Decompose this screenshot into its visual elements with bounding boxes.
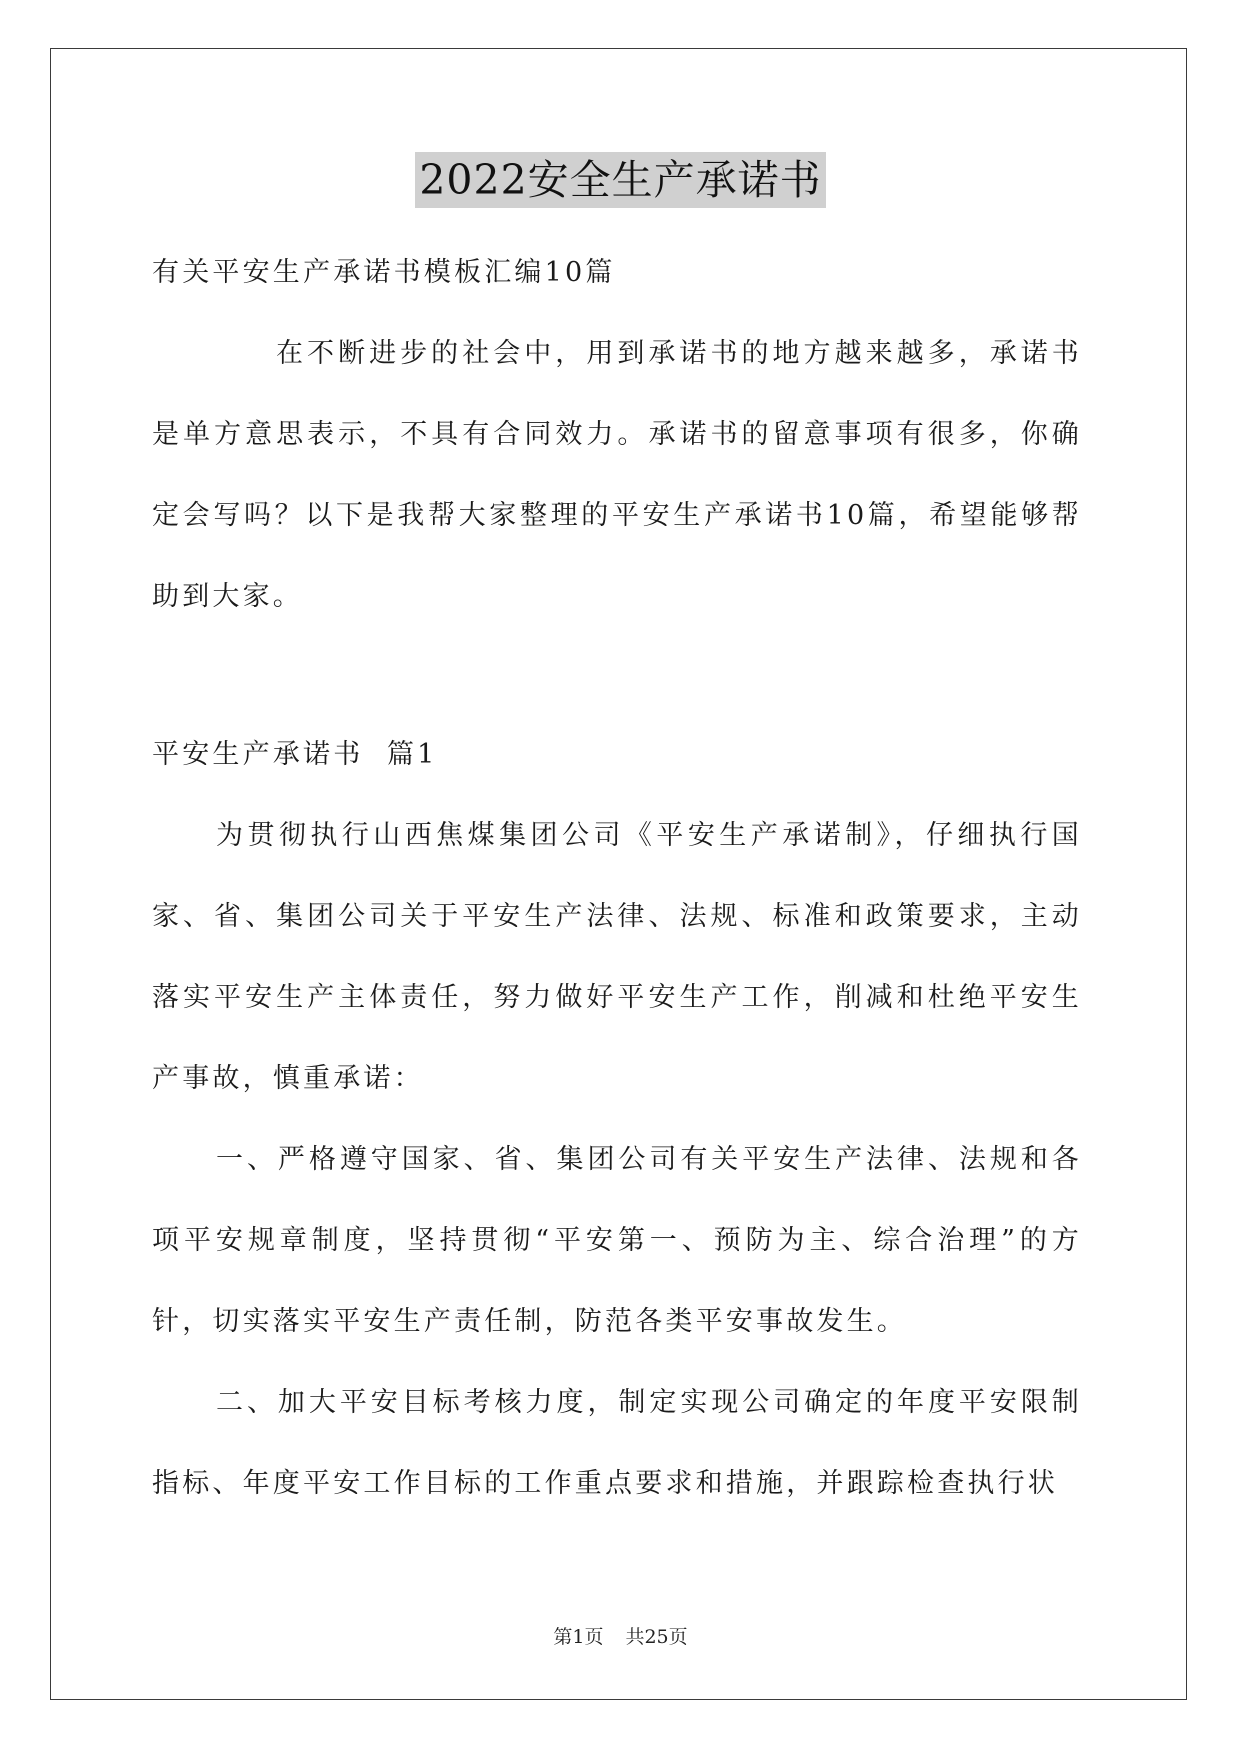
intro-paragraph: 在不断进步的社会中，用到承诺书的地方越来越多，承诺书是单方意思表示，不具有合同效力。承诺书的留意事项有很多，你确定会写吗？以下是我帮大家整理的平安生产承诺书10篇，希望能够帮助到大家。 [152, 338, 1082, 612]
body-paragraph: 二、加大平安目标考核力度，制定实现公司确定的年度平安限制指标、年度平安工作目标的工作重点要求和措施，并跟踪检查执行状 [152, 1387, 1082, 1499]
body-paragraph: 为贯彻执行山西焦煤集团公司《平安生产承诺制》，仔细执行国家、省、集团公司关于平安生产法律、法规、标准和政策要求，主动落实平安生产主体责任，努力做好平安生产工作，削减和杜绝平安生产事故，慎重承诺： [152, 820, 1082, 1094]
title-container [0, 152, 1241, 208]
document-body [152, 232, 1082, 1524]
page-total: 共25页 [625, 1626, 688, 1648]
document-subtitle: 有关平安生产承诺书模板汇编10篇 [152, 257, 616, 288]
body-paragraph: 一、严格遵守国家、省、集团公司有关平安生产法律、法规和各项平安规章制度，坚持贯彻“平安第一、预防为主、综合治理”的方针，切实落实平安生产责任制，防范各类平安事故发生。 [152, 1144, 1082, 1337]
page-footer [0, 1622, 1241, 1649]
page-number: 第1页 [553, 1626, 604, 1648]
section-heading: 平安生产承诺书 篇1 [152, 739, 438, 770]
document-title: 2022安全生产承诺书 [415, 152, 825, 208]
